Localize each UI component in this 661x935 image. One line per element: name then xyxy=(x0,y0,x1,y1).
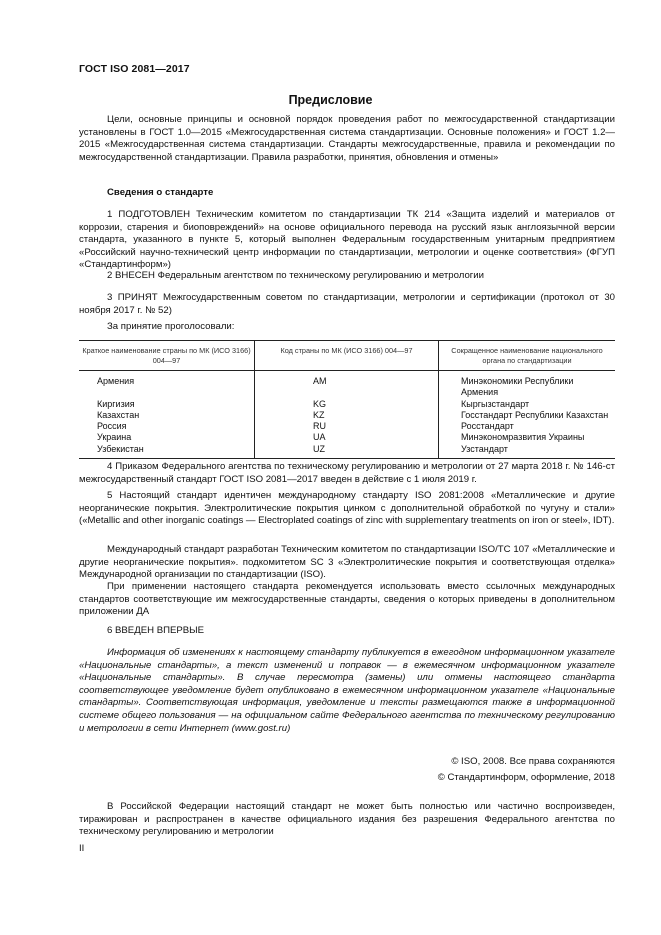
info-heading: Сведения о стандарте xyxy=(107,187,214,198)
country-cell: Украина xyxy=(97,432,132,443)
table-header-code: Код страны по МК (ИСО 3166) 004—97 xyxy=(255,341,439,371)
table-header-country: Краткое наименование страны по МК (ИСО 3166) 004—97 xyxy=(79,341,255,371)
intro-paragraph: Цели, основные принципы и основной порядок проведения работ по межгосударственной стандартизации установлены в ГОСТ 1.0—2015 «Межгосударственная система стандартизации. Основные положения» и ГОСТ 1.2—2015 «Межгосударственная система стандартизации. Стандарты межгосударственные, правила и рекомендации по межгосударственной стандартизации. Правила разработки, принятия, обновления и отмены» xyxy=(79,114,615,163)
country-cell: Узбекистан xyxy=(79,444,255,459)
copyright-standartinform: © Стандартинформ, оформление, 2018 xyxy=(437,772,615,783)
page-number: II xyxy=(79,843,85,854)
code-cell: RU xyxy=(255,421,439,432)
body-cell: Кыргызстандарт xyxy=(439,399,616,410)
item-5-references-paragraph: При применении настоящего стандарта рекомендуется использовать вместо ссылочных международных стандартов соответствующие им межгосударственные стандарты, сведения о которых приведены в дополнительном приложении ДА xyxy=(79,581,615,618)
code-cell: KG xyxy=(255,399,439,410)
body-cell: Минэкономики Республики Армения xyxy=(439,371,616,399)
body-cell: Минэкономразвития Украины xyxy=(439,432,616,443)
table-row xyxy=(79,432,615,443)
item-3-paragraph: 3 ПРИНЯТ Межгосударственным советом по стандартизации, метрологии и сертификации (протокол от 30 ноября 2017 г. № 52) xyxy=(79,292,615,316)
table-header-row xyxy=(79,341,615,371)
item-4-paragraph: 4 Приказом Федерального агентства по техническому регулированию и метрологии от 27 марта 2018 г. № 146-ст межгосударственный стандарт ГОСТ ISO 2081—2017 введен в действие с 1 июля 2019 г. xyxy=(79,461,615,485)
country-cell: Армения xyxy=(97,376,135,386)
changes-notice-paragraph: Информация об изменениях к настоящему стандарту публикуется в ежегодном информационном указателе «Национальные стандарты», а текст изменений и поправок — в ежемесячном информационном указателе «Национальные стандарты». В случае пересмотра (замены) или отмены настоящего стандарта соответствующее уведомление будет опубликовано в ежемесячном информационном указателе «Национальные стандарты». Соответствующая информация, уведомление и тексты размещаются также в информационной системе общего пользования — на официальном сайте Федерального агентства по техническому регулированию и метрологии в сети Интернет (www.gost.ru) xyxy=(79,647,615,734)
code-cell: AM xyxy=(255,371,439,399)
table-row xyxy=(79,421,615,432)
table-header-body: Сокращенное наименование национального органа по стандартизации xyxy=(439,341,616,371)
code-cell: UZ xyxy=(255,444,439,459)
item-5-committee-paragraph: Международный стандарт разработан Техническим комитетом по стандартизации ISO/TC 107 «Металлические и другие неорганические покрытия». подкомитетом SC 3 «Электролитические покрытия и соответствующая отделка» Международной организации по стандартизации (ISO). xyxy=(79,544,615,581)
item-6-paragraph: 6 ВВЕДЕН ВПЕРВЫЕ xyxy=(107,625,205,636)
code-cell: UA xyxy=(255,432,439,443)
item-5-paragraph: 5 Настоящий стандарт идентичен международному стандарту ISO 2081:2008 «Металлические и другие неорганические покрытия. Электролитические покрытия цинком с дополнительной обработкой по чугуну и стали» («Metallic and other inorganic coatings — Electroplated coatings of zinc with supplementary treatments on iron or steel», IDT). xyxy=(79,490,615,527)
copyright-iso: © ISO, 2008. Все права сохраняются xyxy=(451,756,615,767)
voting-countries-table xyxy=(79,340,615,459)
item-1-paragraph: 1 ПОДГОТОВЛЕН Техническим комитетом по стандартизации ТК 214 «Защита изделий и материалов от коррозии, старения и биоповреждений» на основе официального перевода на русский язык англоязычной версии стандарта, указанного в пункте 5, который выполнен Федеральным государственным унитарным предприятием «Российский научно-технический центр информации по стандартизации, метрологии и оценке соответствия» (ФГУП «Стандартинформ») xyxy=(79,209,615,271)
code-cell: KZ xyxy=(255,410,439,421)
country-cell: Киргизия xyxy=(97,398,135,409)
table-row xyxy=(79,444,615,459)
table-row xyxy=(79,410,615,421)
voted-label: За принятие проголосовали: xyxy=(107,321,235,332)
item-2-paragraph: 2 ВНЕСЕН Федеральным агентством по техническому регулированию и метрологии xyxy=(107,270,485,281)
page-title: Предисловие xyxy=(288,93,373,107)
body-cell: Росстандарт xyxy=(439,421,616,432)
table-row xyxy=(79,399,615,410)
body-cell: Узстандарт xyxy=(439,444,616,459)
country-cell: Казахстан xyxy=(97,409,140,420)
standard-id-header: ГОСТ ISO 2081—2017 xyxy=(79,63,190,75)
table-row xyxy=(79,371,615,399)
country-cell: Россия xyxy=(97,421,127,432)
reproduction-restriction-paragraph: В Российской Федерации настоящий стандарт не может быть полностью или частично воспроизведен, тиражирован и распространен в качестве официального издания без разрешения Федерального агентства по техническому регулированию и метрологии xyxy=(79,801,615,838)
body-cell: Госстандарт Республики Казахстан xyxy=(439,410,616,421)
